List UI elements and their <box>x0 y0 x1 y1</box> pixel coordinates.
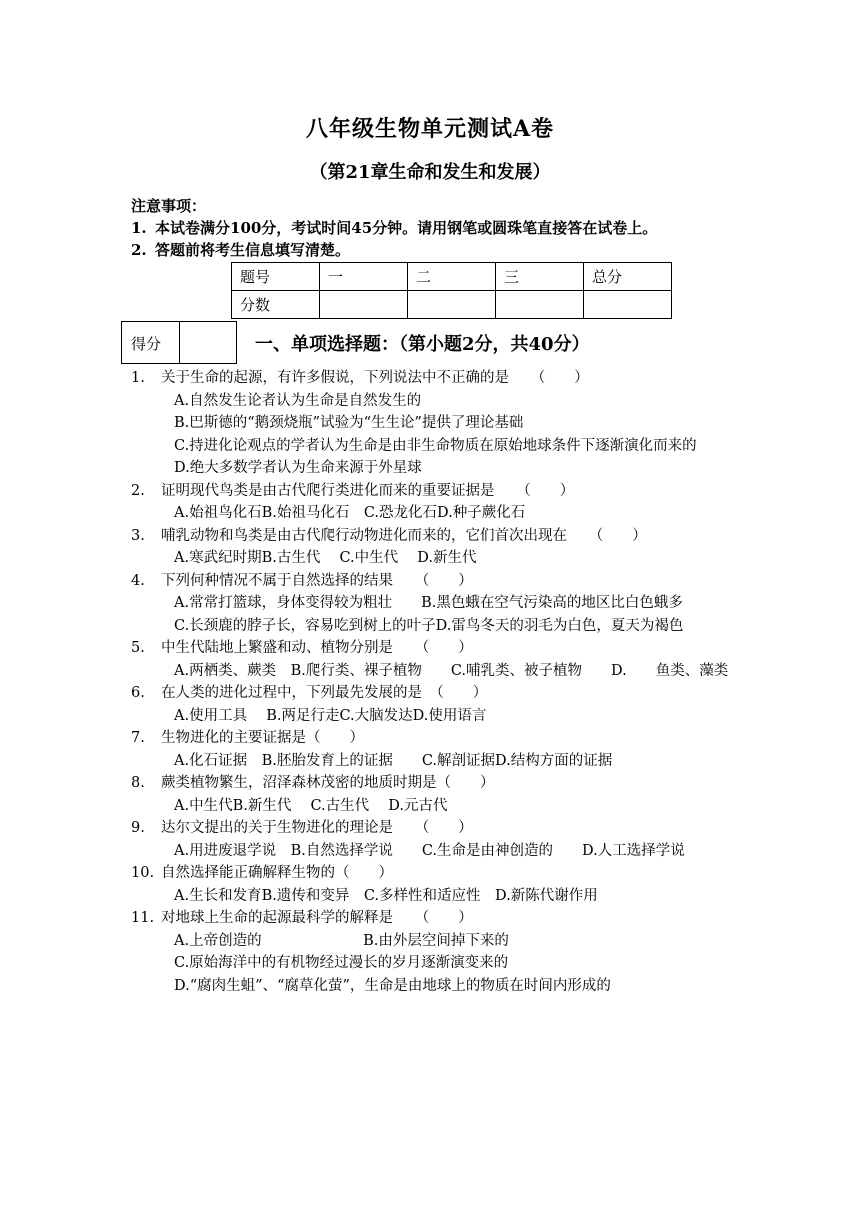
score-table-header-cell: 三 <box>496 263 584 291</box>
question-item <box>131 367 741 390</box>
notice-item-text: 本试卷满分100分，考试时间45分钟。请用钢笔或圆珠笔直接答在试卷上。 <box>155 219 658 237</box>
section-score-box <box>121 321 237 364</box>
question-number: 11. <box>131 910 155 926</box>
notice-block <box>131 195 791 261</box>
notice-item-number: 1. <box>131 219 147 237</box>
question-option: A.两栖类、蕨类 B.爬行类、裸子植物 C.哺乳类、被子植物 D. 鱼类、藻类 <box>174 662 729 679</box>
question-number: 8. <box>131 775 145 791</box>
score-cell[interactable] <box>584 291 672 319</box>
score-table-header-cell: 题号 <box>232 263 320 291</box>
question-stem: 下列何种情况不属于自然选择的结果 （ ） <box>161 572 473 589</box>
score-cell[interactable] <box>320 291 408 319</box>
question-stem: 自然选择能正确解释生物的（ ） <box>161 865 393 881</box>
question-list <box>131 367 741 997</box>
question-item <box>131 862 741 885</box>
question-stem: 中生代陆地上繁盛和动、植物分别是 （ ） <box>161 640 473 656</box>
question-item <box>131 637 741 660</box>
question-item <box>131 772 741 795</box>
question-option: C.长颈鹿的脖子长，容易吃到树上的叶子D.雷鸟冬天的羽毛为白色，夏天为褐色 <box>174 617 684 634</box>
question-number: 2. <box>131 482 145 499</box>
question-item <box>131 682 741 705</box>
notice-heading: 注意事项： <box>131 197 207 215</box>
question-option: C.持进化论观点的学者认为生命是由非生命物质在原始地球条件下逐渐演化而来的 <box>174 437 697 454</box>
question-item <box>131 525 741 548</box>
question-number: 1. <box>131 370 145 386</box>
question-option: A.始祖鸟化石B.始祖马化石 C.恐龙化石D.种子蕨化石 <box>174 505 526 521</box>
question-item <box>131 727 741 750</box>
question-option: B.巴斯德的“鹅颈烧瓶”试验为“生生论”提供了理论基础 <box>174 415 524 431</box>
score-table-header-row <box>232 263 672 291</box>
notice-item-number: 2. <box>131 241 147 259</box>
section-heading: 一、单项选择题：（第小题2分，共40分） <box>255 334 590 355</box>
score-table-header-cell: 二 <box>408 263 496 291</box>
score-table <box>231 262 672 319</box>
question-stem: 达尔文提出的关于生物进化的理论是 （ ） <box>161 820 473 836</box>
score-table-score-row <box>232 291 672 319</box>
score-cell[interactable] <box>496 291 584 319</box>
page-subtitle: （第21章生命和发生和发展） <box>309 162 551 183</box>
notice-item <box>131 217 791 239</box>
question-option: A.自然发生论者认为生命是自然发生的 <box>174 392 422 409</box>
score-table-header-cell: 总分 <box>584 263 672 291</box>
question-stem: 证明现代鸟类是由古代爬行类进化而来的重要证据是 （ ） <box>161 482 575 499</box>
section-score-divider <box>179 322 180 363</box>
question-option: D.“腐肉生蛆”、“腐草化萤”，生命是由地球上的物质在时间内形成的 <box>174 977 611 994</box>
question-option: A.常常打篮球，身体变得较为粗壮 B.黑色蛾在空气污染高的地区比白色蛾多 <box>174 595 683 611</box>
question-option: C.原始海洋中的有机物经过漫长的岁月逐渐演变来的 <box>174 955 509 971</box>
section-score-label: 得分 <box>131 335 162 353</box>
notice-item-text: 答题前将考生信息填写清楚。 <box>155 241 351 259</box>
question-number: 9. <box>131 820 145 836</box>
question-stem: 对地球上生命的起源最科学的解释是 （ ） <box>161 910 473 926</box>
score-row-label: 分数 <box>232 291 320 319</box>
question-option: A.寒武纪时期B.古生代 C.中生代 D.新生代 <box>174 550 477 566</box>
question-item <box>131 817 741 840</box>
question-stem: 蕨类植物繁生，沼泽森林茂密的地质时期是（ ） <box>161 775 495 791</box>
question-number: 10. <box>131 865 155 881</box>
question-stem: 哺乳动物和鸟类是由古代爬行动物进化而来的，它们首次出现在 （ ） <box>161 527 647 544</box>
question-stem: 生物进化的主要证据是（ ） <box>161 730 364 746</box>
question-item <box>131 570 741 593</box>
score-table-header-cell: 一 <box>320 263 408 291</box>
question-option: A.化石证据 B.胚胎发育上的证据 C.解剖证据D.结构方面的证据 <box>174 752 613 769</box>
question-number: 5. <box>131 640 145 656</box>
question-number: 7. <box>131 730 145 746</box>
question-number: 6. <box>131 685 145 701</box>
question-item <box>131 480 741 503</box>
notice-item <box>131 239 791 261</box>
question-option: D.绝大多数学者认为生命来源于外星球 <box>174 460 422 476</box>
question-stem: 关于生命的起源，有许多假说，下列说法中不正确的是 （ ） <box>161 370 589 386</box>
page-title: 八年级生物单元测试A卷 <box>305 116 555 142</box>
question-option: A.中生代B.新生代 C.古生代 D.元古代 <box>174 797 448 814</box>
question-option: A.生长和发育B.遗传和变异 C.多样性和适应性 D.新陈代谢作用 <box>174 887 598 904</box>
question-option: A.使用工具 B.两足行走C.大脑发达D.使用语言 <box>174 707 487 724</box>
question-number: 3. <box>131 527 145 544</box>
question-item <box>131 907 741 930</box>
question-option: A.用进废退学说 B.自然选择学说 C.生命是由神创造的 D.人工选择学说 <box>174 842 685 859</box>
question-stem: 在人类的进化过程中，下列最先发展的是 （ ） <box>161 685 488 701</box>
question-option: A.上帝创造的 B.由外层空间掉下来的 <box>174 932 509 949</box>
question-number: 4. <box>131 572 145 589</box>
score-cell[interactable] <box>408 291 496 319</box>
